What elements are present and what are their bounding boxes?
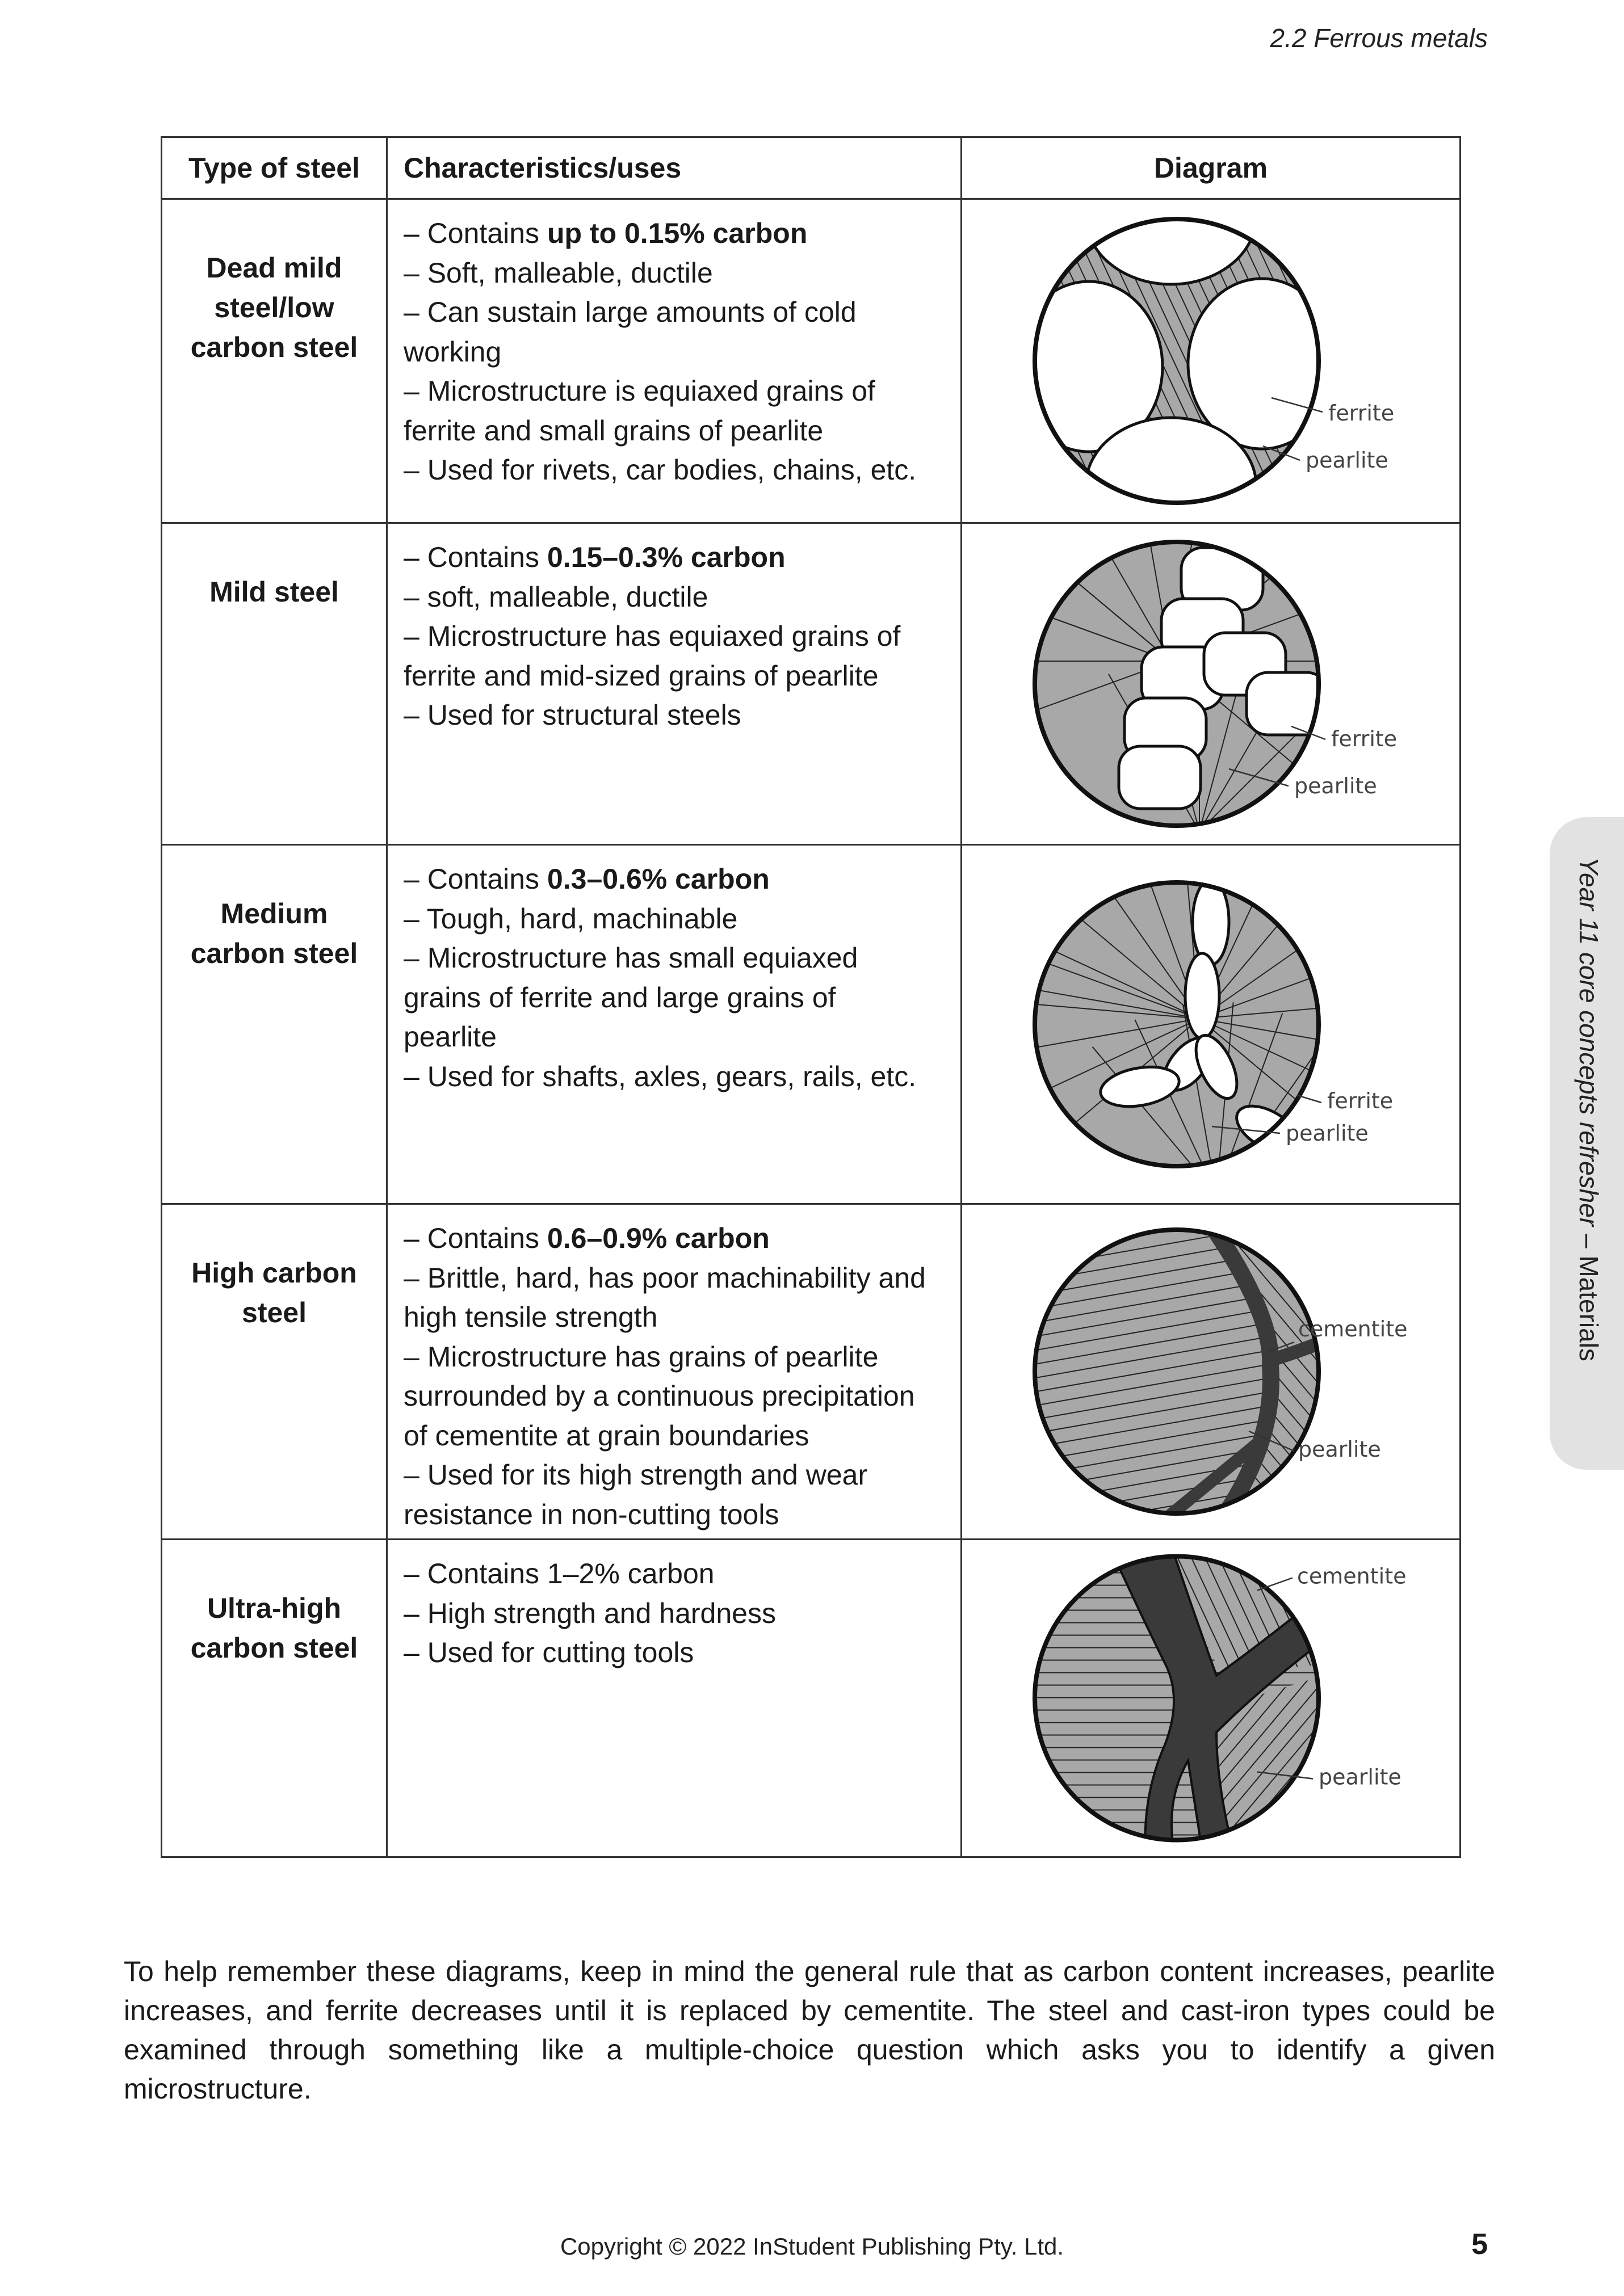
characteristic-line [404, 578, 955, 617]
steel-type-cell [162, 845, 387, 1204]
carbon-content: up to 0.15% carbon [547, 217, 808, 249]
microstructure-diagram [962, 524, 1461, 844]
diagram-cell [962, 1204, 1461, 1540]
diagram-label-ferrite: ferrite [1327, 1088, 1394, 1113]
leader-line [1297, 1095, 1321, 1103]
ferrite-grain [1119, 746, 1201, 809]
characteristic-line [404, 1377, 955, 1416]
steel-type-line: steel/low [214, 292, 334, 323]
diagram-cell [962, 523, 1461, 845]
diagram-label-ferrite: ferrite [1328, 401, 1395, 426]
diagram-label-pearlite: pearlite [1319, 1764, 1401, 1790]
characteristic-text: – Brittle, hard, has poor machinability and [404, 1261, 926, 1294]
header-characteristics: Characteristics/uses [387, 137, 962, 199]
characteristic-text: working [404, 335, 502, 368]
microstructure-diagram [962, 200, 1461, 522]
running-head: 2.2 Ferrous metals [1270, 23, 1488, 53]
characteristic-line [404, 1554, 955, 1594]
steel-type-line: Dead mild [206, 252, 342, 284]
characteristic-line [404, 617, 955, 657]
characteristic-text: – Contains [404, 541, 547, 573]
characteristic-text: – Contains [404, 863, 547, 895]
characteristic-line [404, 1017, 955, 1057]
steel-type-line: Mild steel [209, 576, 339, 608]
characteristic-text: – Microstructure has equiaxed grains of [404, 620, 901, 652]
table-row [162, 523, 1461, 845]
microstructure-diagram [962, 1205, 1461, 1538]
characteristic-line [404, 1057, 955, 1097]
header-diagram: Diagram [962, 137, 1461, 199]
steel-type-line: Ultra-high [207, 1592, 342, 1624]
side-tab-label [1573, 857, 1604, 1361]
characteristic-text: – Used for cutting tools [404, 1637, 694, 1668]
characteristics-cell [387, 1204, 962, 1540]
carbon-content: 0.3–0.6% carbon [547, 863, 770, 895]
characteristic-text: grains of ferrite and large grains of [404, 981, 836, 1014]
steel-type-line: High carbon [191, 1257, 357, 1289]
characteristic-line [404, 293, 955, 333]
characteristic-line [404, 657, 955, 696]
steel-type-cell [162, 1204, 387, 1540]
characteristic-line [404, 1456, 955, 1495]
characteristic-text: resistance in non-cutting tools [404, 1498, 779, 1530]
characteristic-line [404, 1495, 955, 1535]
characteristics-cell [387, 1540, 962, 1857]
characteristic-line [404, 939, 955, 978]
characteristic-line [404, 372, 955, 411]
diagram-label-pearlite: pearlite [1286, 1121, 1369, 1146]
steel-types-table [161, 136, 1461, 1858]
table-row [162, 199, 1461, 523]
diagram-label-cementite: cementite [1298, 1317, 1408, 1342]
characteristic-line [404, 1219, 955, 1259]
table-row [162, 1204, 1461, 1540]
diagram-cell [962, 199, 1461, 523]
steel-type-line: carbon steel [190, 937, 358, 969]
diagram-cell [962, 1540, 1461, 1857]
characteristic-text: – Used for its high strength and wear [404, 1459, 868, 1491]
side-tab-italic: Year 11 core concepts refresher [1574, 857, 1604, 1227]
characteristic-text: – Used for shafts, axles, gears, rails, etc. [404, 1060, 917, 1092]
characteristic-text: – Soft, malleable, ductile [404, 256, 713, 289]
characteristic-text: pearlite [404, 1021, 497, 1053]
characteristics-cell [387, 199, 962, 523]
characteristic-line [404, 860, 955, 899]
characteristic-text: – soft, malleable, ductile [404, 581, 708, 613]
characteristic-line [404, 451, 955, 490]
characteristic-text: ferrite and mid-sized grains of pearlite [404, 659, 879, 692]
characteristic-line [404, 411, 955, 451]
steel-type-line: steel [242, 1297, 307, 1328]
characteristic-text: ferrite and small grains of pearlite [404, 414, 824, 447]
characteristic-text: high tensile strength [404, 1301, 658, 1333]
steel-type-line: Medium [220, 898, 328, 930]
characteristic-text: surrounded by a continuous precipitation [404, 1380, 915, 1412]
characteristic-line [404, 696, 955, 735]
microstructure-diagram [962, 1540, 1461, 1856]
carbon-content: 0.6–0.9% carbon [547, 1222, 770, 1254]
diagram-label-pearlite: pearlite [1306, 448, 1388, 473]
characteristic-text: – Contains 1–2% carbon [404, 1558, 715, 1589]
characteristic-line [404, 214, 955, 254]
characteristic-text: – Microstructure has small equiaxed [404, 942, 858, 974]
characteristic-line [404, 978, 955, 1018]
characteristic-text: – Used for rivets, car bodies, chains, etc. [404, 454, 917, 486]
steel-type-cell [162, 523, 387, 845]
characteristic-line [404, 254, 955, 293]
summary-paragraph: To help remember these diagrams, keep in mind the general rule that as carbon content increases, pearlite increases, and ferrite decreases until it is replaced by cementite. The steel and cast-iron types could be examined through something like a multiple-choice question which asks you to identify a given microstructure. [124, 1956, 1495, 2105]
characteristic-text: – High strength and hardness [404, 1597, 776, 1629]
characteristic-text: of cementite at grain boundaries [404, 1419, 809, 1452]
ferrite-grain [1188, 279, 1336, 449]
diagram-cell [962, 845, 1461, 1204]
steel-type-cell [162, 1540, 387, 1857]
steel-type-line: carbon steel [190, 331, 358, 363]
characteristic-line [404, 1338, 955, 1377]
characteristic-line [404, 899, 955, 939]
copyright-footer: Copyright © 2022 InStudent Publishing Pty. Ltd. [560, 2233, 1064, 2260]
characteristic-text: – Can sustain large amounts of cold [404, 296, 857, 328]
page-number: 5 [1471, 2228, 1488, 2261]
microstructure-diagram [962, 846, 1461, 1203]
characteristic-line [404, 1416, 955, 1456]
table-header-row [162, 137, 1461, 199]
characteristic-line [404, 1298, 955, 1338]
table-row [162, 1540, 1461, 1857]
diagram-label-pearlite: pearlite [1298, 1437, 1381, 1462]
diagram-label-ferrite: ferrite [1331, 726, 1398, 751]
characteristic-text: – Used for structural steels [404, 699, 741, 731]
characteristic-text: – Microstructure is equiaxed grains of [404, 375, 875, 407]
header-type-of-steel: Type of steel [162, 137, 387, 199]
characteristic-text: – Contains [404, 1222, 547, 1254]
carbon-content: 0.15–0.3% carbon [547, 541, 786, 573]
table-row [162, 845, 1461, 1204]
characteristic-line [404, 1594, 955, 1634]
characteristic-line [404, 333, 955, 372]
characteristic-line [404, 1259, 955, 1298]
characteristic-text: – Microstructure has grains of pearlite [404, 1340, 879, 1373]
characteristic-line [404, 538, 955, 578]
diagram-label-pearlite: pearlite [1294, 773, 1377, 798]
ferrite-grain [1185, 953, 1219, 1038]
characteristics-cell [387, 523, 962, 845]
steel-type-line: carbon steel [190, 1632, 358, 1664]
characteristic-text: – Tough, hard, machinable [404, 902, 738, 935]
side-tab-plain: – Materials [1574, 1226, 1604, 1361]
characteristic-text: – Contains [404, 217, 547, 249]
steel-type-cell [162, 199, 387, 523]
diagram-label-cementite: cementite [1297, 1563, 1407, 1589]
characteristic-line [404, 1633, 955, 1673]
characteristics-cell [387, 845, 962, 1204]
